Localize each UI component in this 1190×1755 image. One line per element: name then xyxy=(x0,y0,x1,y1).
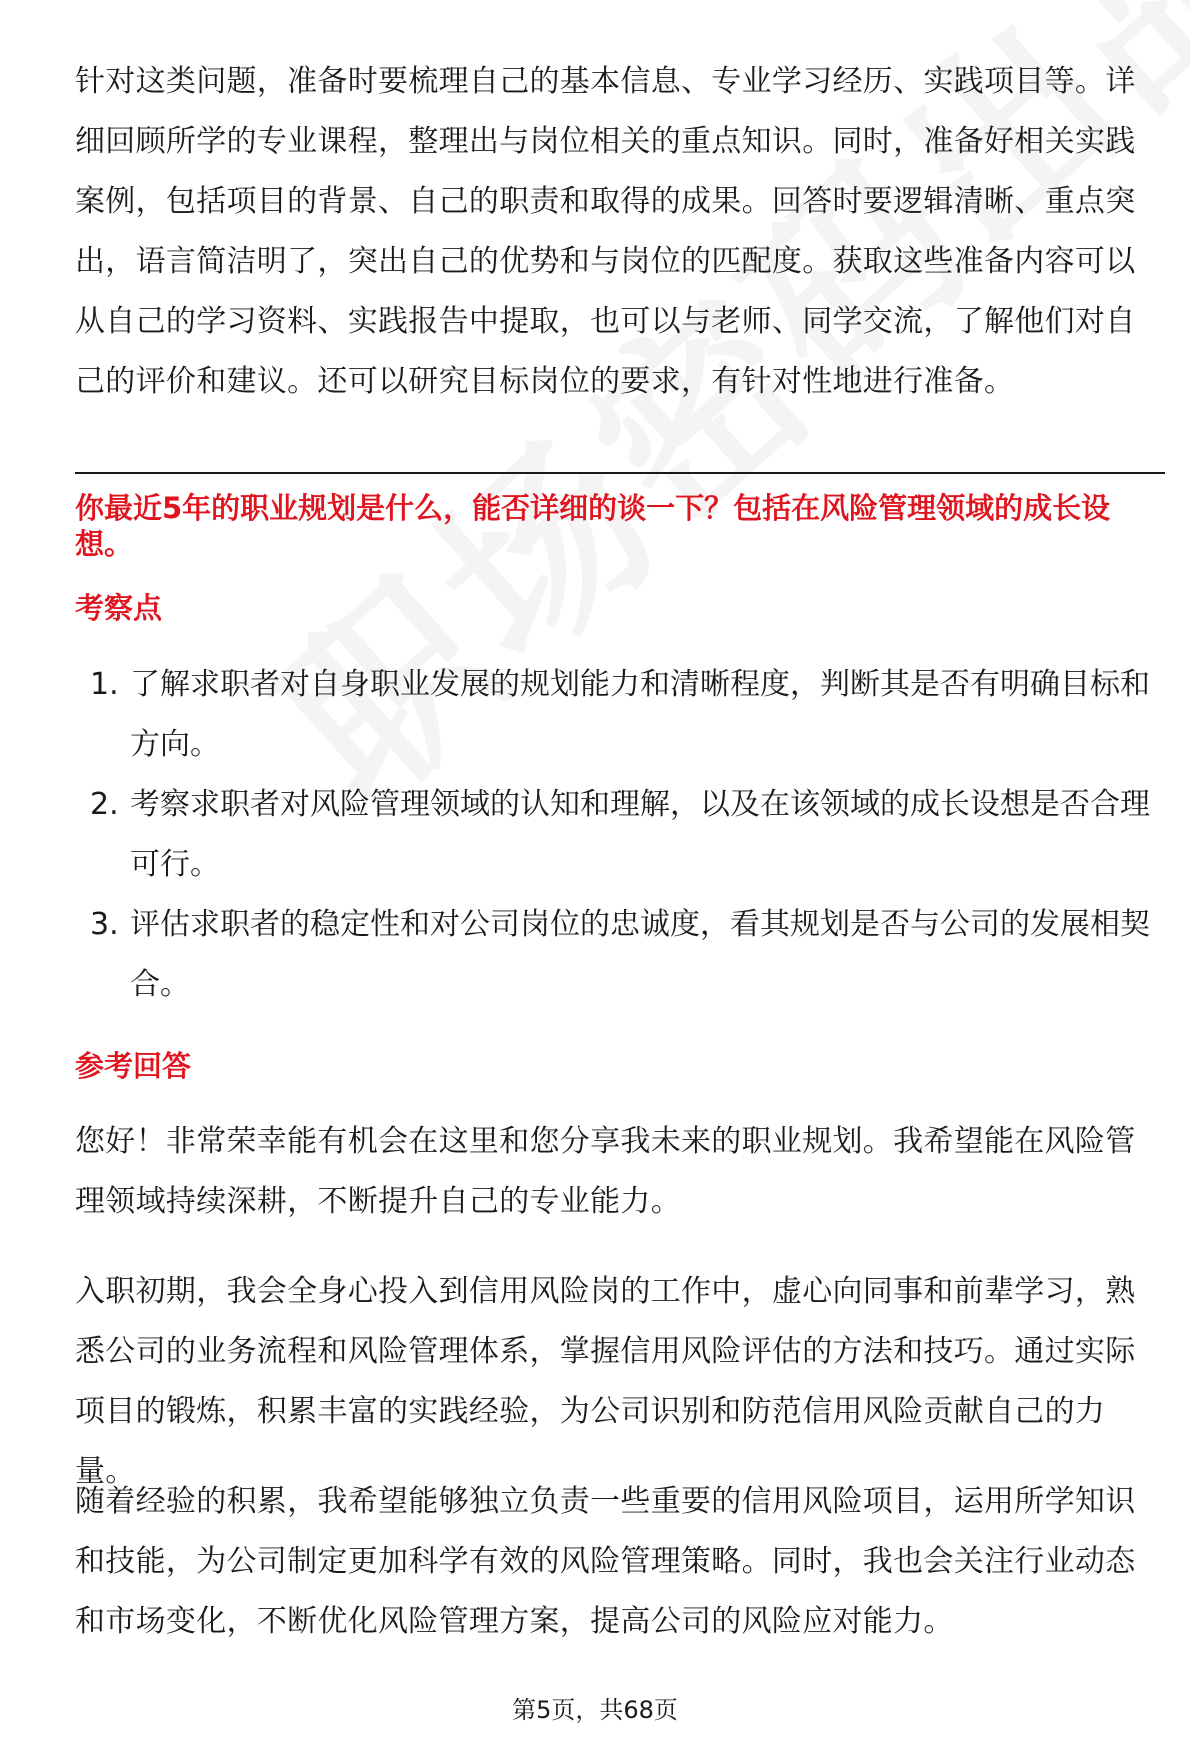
focus-points-list xyxy=(75,655,1165,1015)
list-item-text: 评估求职者的稳定性和对公司岗位的忠诚度，看其规划是否与公司的发展相契合。 xyxy=(130,907,1150,1002)
answer-paragraph: 随着经验的积累，我希望能够独立负责一些重要的信用风险项目，运用所学知识和技能，为公司制定更加科学有效的风险管理策略。同时，我也会关注行业动态和市场变化，不断优化风险管理方案，提高公司的风险应对能力。 xyxy=(75,1484,1136,1639)
list-number: 1. xyxy=(90,667,119,702)
list-item xyxy=(75,655,1165,775)
list-number: 2. xyxy=(90,787,119,822)
section-title-focus: 考察点 xyxy=(75,591,163,625)
question-heading: 你最近5年的职业规划是什么，能否详细的谈一下？包括在风险管理领域的成长设想。 xyxy=(75,491,1111,561)
list-item xyxy=(75,775,1165,895)
page-number-footer: 第5页，共68页 xyxy=(512,1696,678,1724)
intro-paragraph: 针对这类问题，准备时要梳理自己的基本信息、专业学习经历、实践项目等。详细回顾所学的专业课程，整理出与岗位相关的重点知识。同时，准备好相关实践案例，包括项目的背景、自己的职责和取得的成果。回答时要逻辑清晰、重点突出，语言简洁明了，突出自己的优势和与岗位的匹配度。获取这些准备内容可以从自己的学习资料、实践报告中提取，也可以与老师、同学交流，了解他们对自己的评价和建议。还可以研究目标岗位的要求，有针对性地进行准备。 xyxy=(75,64,1136,399)
list-item xyxy=(75,895,1165,1015)
section-divider xyxy=(75,472,1165,474)
section-title-reference-answer: 参考回答 xyxy=(75,1049,192,1083)
list-item-text: 了解求职者对自身职业发展的规划能力和清晰程度，判断其是否有明确目标和方向。 xyxy=(130,667,1150,762)
answer-paragraph: 入职初期，我会全身心投入到信用风险岗的工作中，虚心向同事和前辈学习，熟悉公司的业务流程和风险管理体系，掌握信用风险评估的方法和技巧。通过实际项目的锻炼，积累丰富的实践经验，为公司识别和防范信用风险贡献自己的力量。 xyxy=(75,1274,1136,1489)
list-item-text: 考察求职者对风险管理领域的认知和理解，以及在该领域的成长设想是否合理可行。 xyxy=(130,787,1150,882)
answer-paragraph: 您好！非常荣幸能有机会在这里和您分享我未来的职业规划。我希望能在风险管理领域持续深耕，不断提升自己的专业能力。 xyxy=(75,1124,1136,1219)
list-number: 3. xyxy=(90,907,119,942)
